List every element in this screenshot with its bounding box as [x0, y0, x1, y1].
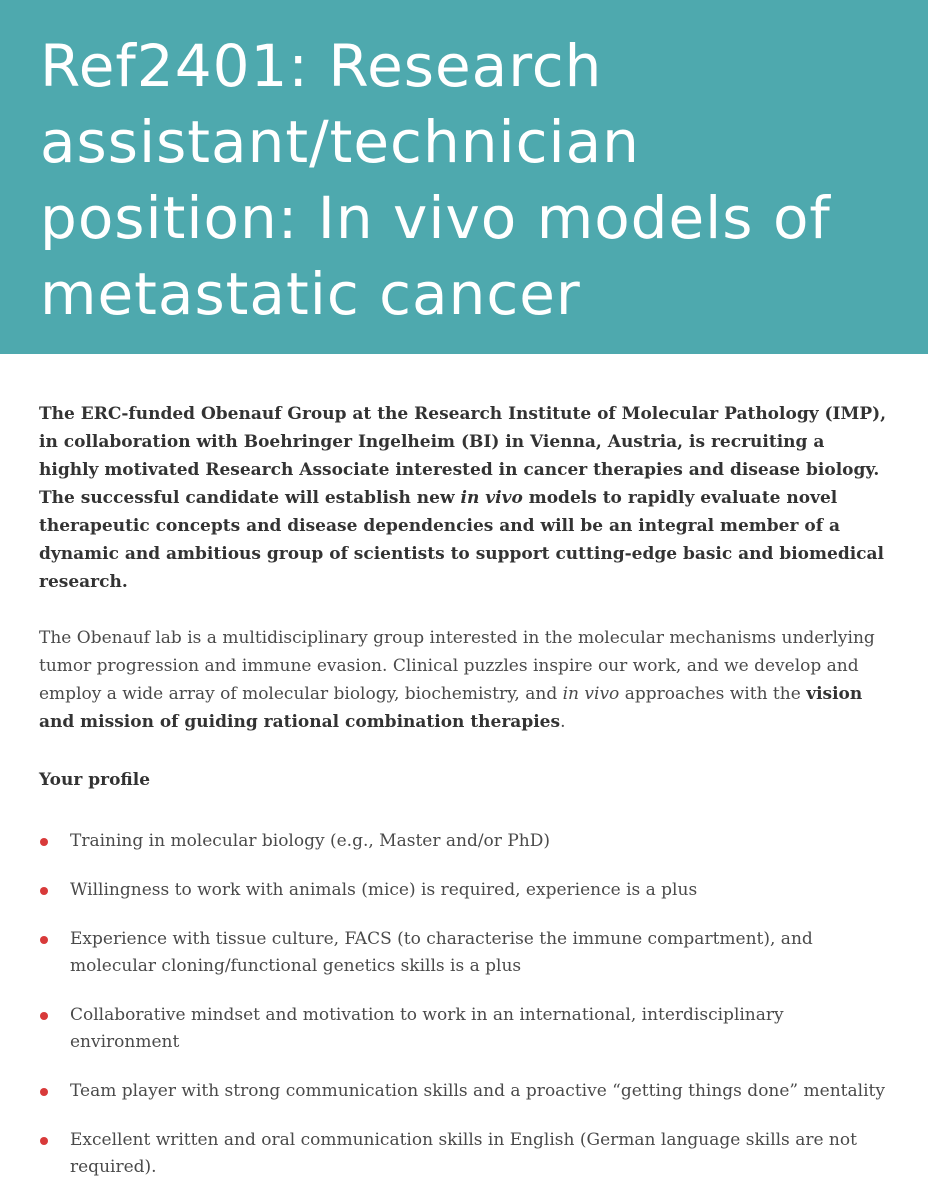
list-item-text: Collaborative mindset and motivation to work in an international, interdisciplinary environment — [70, 1005, 784, 1052]
list-item — [39, 1127, 889, 1181]
bullet-dot-icon — [40, 936, 48, 944]
list-item — [39, 1078, 889, 1105]
bullet-dot-icon — [40, 1137, 48, 1145]
lab-bold-vision: vision and mission of guiding rational combination therapies — [39, 684, 863, 732]
bullet-dot-icon — [40, 887, 48, 895]
list-item-text: Willingness to work with animals (mice) is required, experience is a plus — [70, 880, 698, 900]
bullet-dot-icon — [40, 838, 48, 846]
lab-text-end: . — [560, 712, 566, 732]
intro-text-start: The ERC-funded Obenauf Group at the Research Institute of Molecular Pathology (IMP), in collaboration with Boehringer Ingelheim (BI) in Vienna, Austria, is recruiting a highly motivated Research Associate interested in cancer therapies and disease biology. The successful candidate will establish new — [39, 404, 887, 508]
page-title: Ref2401: Research assistant/technician position: In vivo models of metastatic cancer — [40, 32, 831, 328]
lab-text-start: The Obenauf lab is a multidisciplinary group interested in the molecular mechanisms underlying tumor progression and immune evasion. Clinical puzzles inspire our work, and we develop and employ a wide array of molecular biology, biochemistry, and — [39, 628, 875, 704]
list-item-text: Excellent written and oral communication skills in English (German language skills are not required). — [70, 1130, 857, 1177]
main-content — [0, 354, 928, 1181]
list-item-text: Team player with strong communication skills and a proactive “getting things done” mentality — [70, 1081, 885, 1101]
list-item — [39, 926, 889, 980]
intro-paragraph — [39, 400, 889, 596]
intro-text-end: models to rapidly evaluate novel therapeutic concepts and disease dependencies and will be an integral member of a dynamic and ambitious group of scientists to support cutting-edge basic and biomedical research. — [39, 488, 884, 592]
intro-emphasis: in vivo — [460, 488, 523, 508]
bullet-dot-icon — [40, 1088, 48, 1096]
lab-text-middle: approaches with the — [619, 684, 807, 704]
title-banner — [0, 0, 928, 354]
profile-list — [39, 828, 889, 1181]
lab-emphasis: in vivo — [562, 684, 620, 704]
list-item — [39, 877, 889, 904]
list-item — [39, 1002, 889, 1056]
bullet-dot-icon — [40, 1012, 48, 1020]
profile-heading: Your profile — [39, 770, 151, 790]
list-item-text: Training in molecular biology (e.g., Master and/or PhD) — [70, 831, 550, 851]
list-item-text: Experience with tissue culture, FACS (to characterise the immune compartment), and molecular cloning/functional genetics skills is a plus — [70, 929, 813, 976]
list-item — [39, 828, 889, 855]
lab-paragraph — [39, 624, 889, 736]
